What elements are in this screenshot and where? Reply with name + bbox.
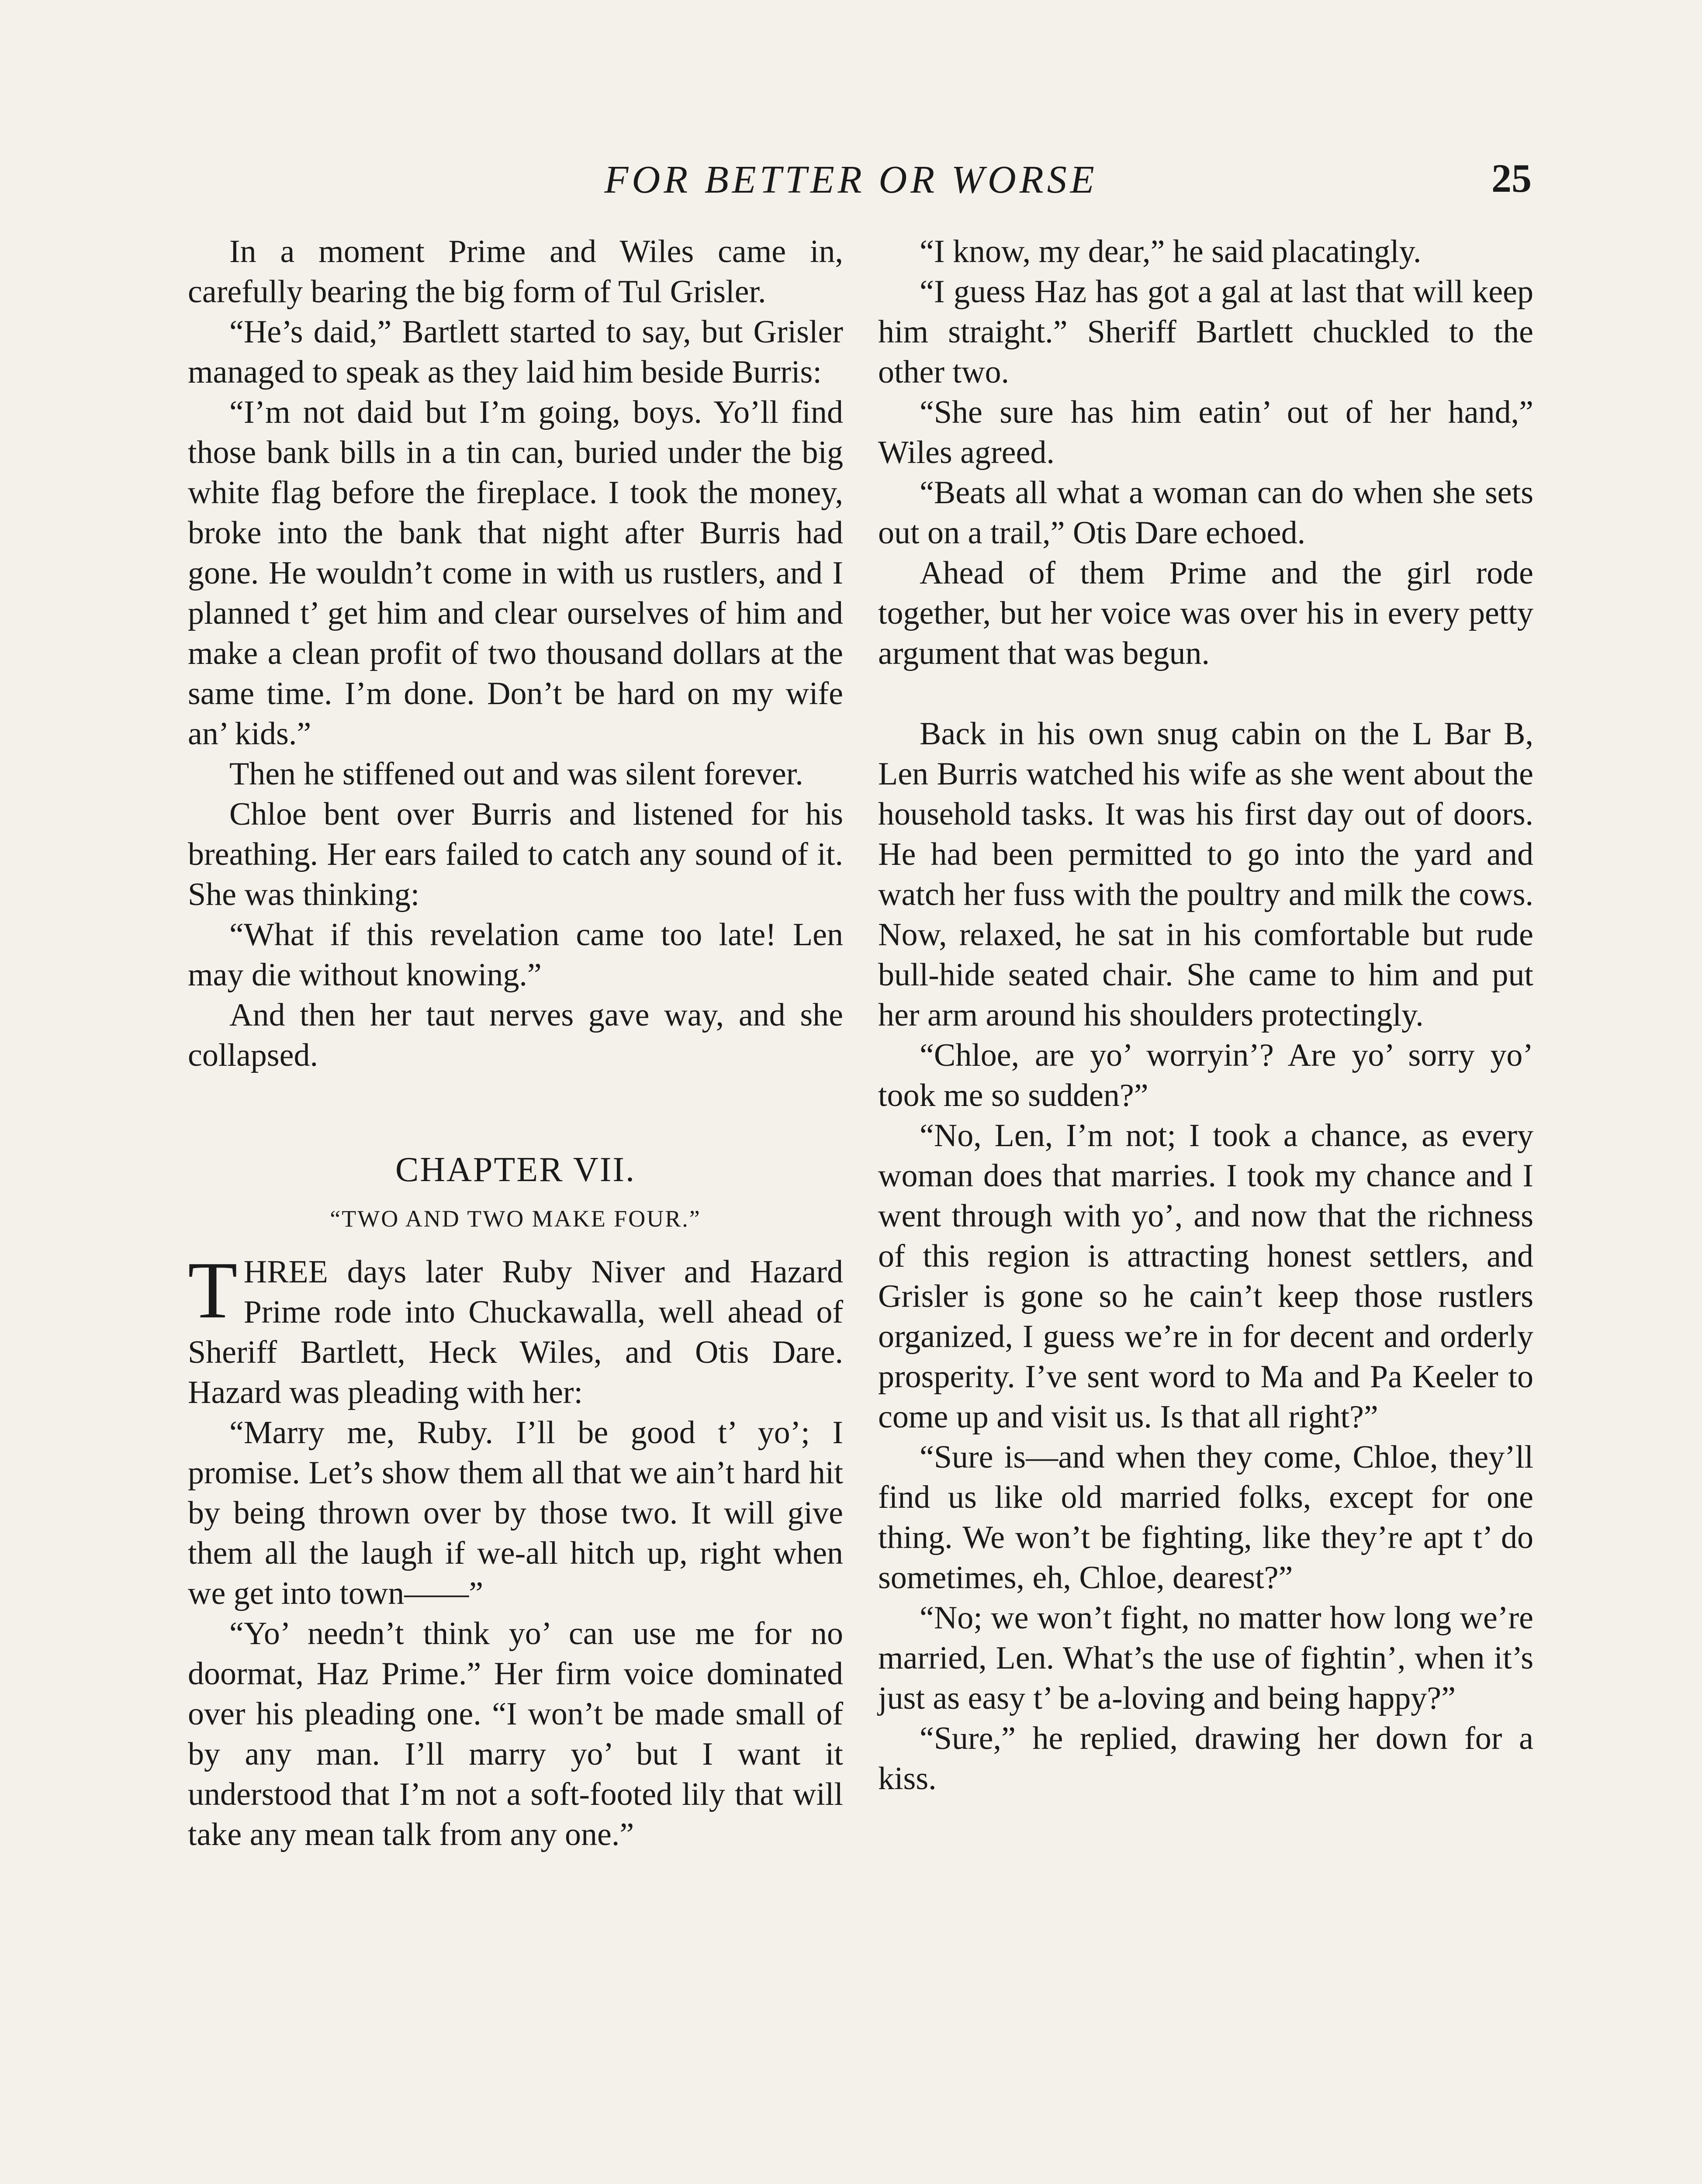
paragraph: “Chloe, are yo’ worryin’? Are yo’ sorry yo’ took me so sudden?” xyxy=(878,1037,1533,1113)
paragraph: And then her taut nerves gave way, and she collapsed. xyxy=(188,997,843,1073)
chapter-subtitle: “TWO AND TWO MAKE FOUR.” xyxy=(330,1206,701,1232)
right-column xyxy=(878,232,1533,1799)
paragraph: “Marry me, Ruby. I’ll be good t’ yo’; I promise. Let’s show them all that we ain’t hard hit by being thrown over by those two. It will give them all the laugh if we-all hitch up, right when we get into town——” xyxy=(188,1415,843,1611)
paragraph: Back in his own snug cabin on the L Bar B, Len Burris watched his wife as she went about the household tasks. It was his first day out of doors. He had been permitted to go into the yard and watch her fuss with the poultry and milk the cows. Now, relaxed, he sat in his comfortable but rude bull-hide seated chair. She came to him and put her arm around his shoulders protectingly. xyxy=(878,716,1533,1033)
section-break xyxy=(878,674,1533,714)
paragraph: Then he stiffened out and was silent forever. xyxy=(229,756,803,792)
page-number: 25 xyxy=(1491,156,1532,200)
chapter-title: CHAPTER VII. xyxy=(395,1151,636,1189)
paragraph: “No, Len, I’m not; I took a chance, as every woman does that marries. I took my chance and I went through with yo’, and now that the richness of this region is attracting honest settlers, and Grisler is gone so he cain’t keep those rustlers organized, I guess we’re in for decent and orderly prosperity. I’ve sent word to Ma and Pa Keeler to come up and visit us. Is that all right?” xyxy=(878,1118,1533,1435)
drop-cap: T xyxy=(188,1245,238,1335)
paragraph: Ahead of them Prime and the girl rode together, but her voice was over his in every petty argument that was begun. xyxy=(878,555,1533,671)
paragraph: “Beats all what a woman can do when she sets out on a trail,” Otis Dare echoed. xyxy=(878,475,1533,551)
running-title: FOR BETTER OR WORSE xyxy=(604,158,1098,201)
left-column xyxy=(188,232,843,1855)
paragraph: “I guess Haz has got a gal at last that will keep him straight.” Sheriff Bartlett chuckled to the other two. xyxy=(878,274,1533,390)
paragraph: “Sure,” he replied, drawing her down for a kiss. xyxy=(878,1721,1533,1797)
paragraph: Chloe bent over Burris and listened for his breathing. Her ears failed to catch any sound of it. She was thinking: xyxy=(188,796,843,912)
chapter-opening-paragraph xyxy=(188,1245,843,1413)
paragraph: “Yo’ needn’t think yo’ can use me for no doormat, Haz Prime.” Her firm voice dominated over his pleading one. “I won’t be made small of by any man. I’ll marry yo’ but I want it understood that I’m not a soft-footed lily that will take any mean talk from any one.” xyxy=(188,1616,843,1852)
paragraph: “He’s daid,” Bartlett started to say, but Grisler managed to speak as they laid him beside Burris: xyxy=(188,314,843,390)
paragraph: “I’m not daid but I’m going, boys. Yo’ll find those bank bills in a tin can, buried under the big white flag before the fireplace. I took the money, broke into the bank that night after Burris had gone. He wouldn’t come in with us rustlers, and I planned t’ get him and clear ourselves of him and make a clean profit of two thousand dollars at the same time. I’m done. Don’t be hard on my wife an’ kids.” xyxy=(188,394,843,752)
paragraph: “I know, my dear,” he said placatingly. xyxy=(920,234,1422,270)
paragraph: “What if this revelation came too late! Len may die without knowing.” xyxy=(188,917,843,993)
paragraph: In a moment Prime and Wiles came in, carefully bearing the big form of Tul Grisler. xyxy=(188,234,843,310)
opening-text: HREE days later Ruby Niver and Hazard Prime rode into Chuckawalla, well ahead of Sheriff Bartlett, Heck Wiles, and Otis Dare. Hazard was pleading with her: xyxy=(188,1254,843,1410)
paragraph: “She sure has him eatin’ out of her hand,” Wiles agreed. xyxy=(878,394,1533,470)
paragraph: “Sure is—and when they come, Chloe, they’ll find us like old married folks, except for one thing. We won’t be fighting, like they’re apt t’ do sometimes, eh, Chloe, dearest?” xyxy=(878,1439,1533,1596)
paragraph: “No; we won’t fight, no matter how long we’re married, Len. What’s the use of fightin’, when it’s just as easy t’ be a-loving and being happy?” xyxy=(878,1600,1533,1716)
